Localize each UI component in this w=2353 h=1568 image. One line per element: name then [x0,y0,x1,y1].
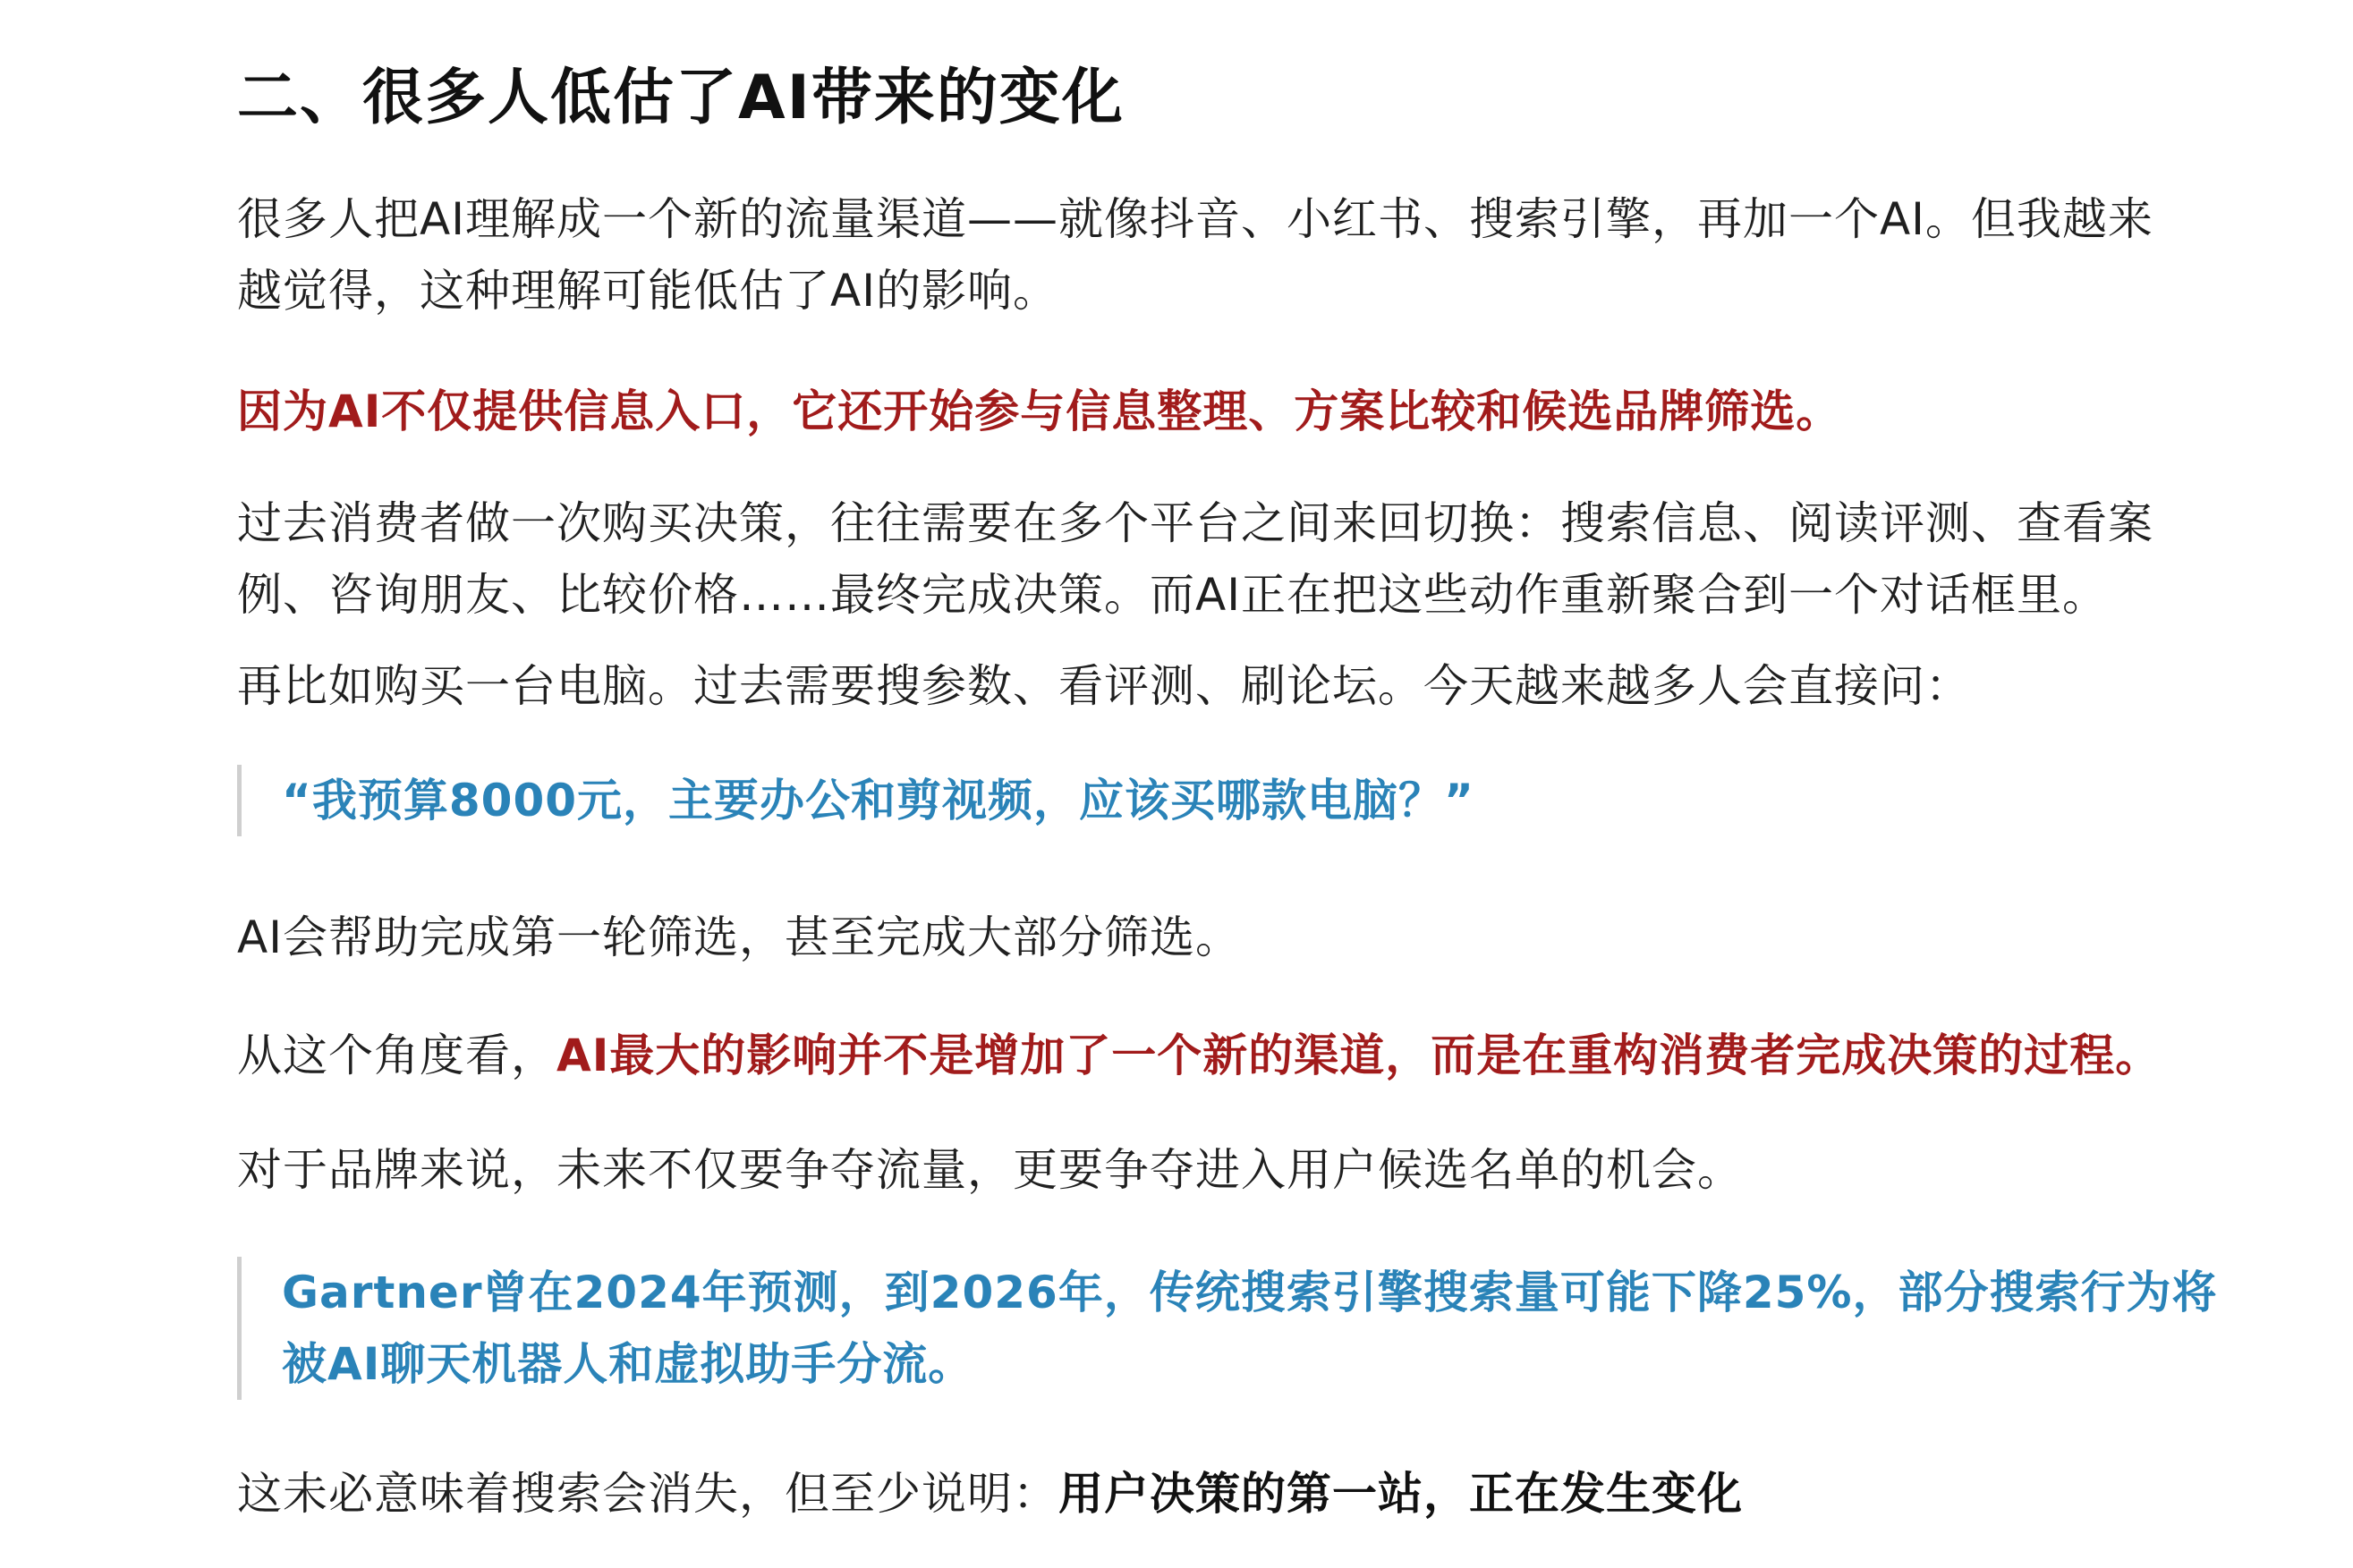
blockquote-gartner-prediction [237,1257,2218,1400]
paragraph-purchase-decision [237,487,2187,722]
quote-line: Gartner曾在2024年预测，到2026年，传统搜索引擎搜索量可能下降25%，部分搜索行为将 [282,1267,2218,1318]
section-heading: 二、很多人低估了AI带来的变化 [237,63,1125,133]
paragraph-perspective [237,1020,2187,1091]
emphasis-paragraph-ai-filtering: 因为AI不仅提供信息入口，它还开始参与信息整理、方案比较和候选品牌筛选。 [237,386,1842,437]
paragraph-prefix: 从这个角度看， [237,1030,556,1081]
blockquote-budget-question: “我预算8000元，主要办公和剪视频，应该买哪款电脑？” [237,765,1474,836]
paragraph-brand-shortlist: 对于品牌来说，未来不仅要争夺流量，更要争夺进入用户候选名单的机会。 [237,1144,1743,1196]
paragraph-search-conclusion [237,1458,2187,1530]
quote-line: 被AI聊天机器人和虚拟助手分流。 [282,1338,974,1390]
paragraph-line: 很多人把AI理解成一个新的流量渠道——就像抖音、小红书、搜索引擎，再加一个AI。但我越来 [237,193,2153,245]
paragraph-line: 例、咨询朋友、比较价格……最终完成决策。而AI正在把这些动作重新聚合到一个对话框里。 [237,569,2108,621]
emphasis-text-restructuring: AI最大的影响并不是增加了一个新的渠道，而是在重构消费者完成决策的过程。 [556,1030,2162,1081]
paragraph-computer-example: 再比如购买一台电脑。过去需要搜参数、看评测、刷论坛。今天越来越多人会直接问： [237,660,1971,712]
bold-text-first-stop: 用户决策的第一站，正在发生变化 [1058,1468,1743,1520]
paragraph-line: 过去消费者做一次购买决策，往往需要在多个平台之间来回切换：搜索信息、阅读评测、查看案 [237,497,2153,549]
paragraph-ai-traffic-channel [237,183,2187,326]
paragraph-line: 越觉得，这种理解可能低估了AI的影响。 [237,265,1058,317]
paragraph-prefix: 这未必意味着搜索会消失，但至少说明： [237,1468,1058,1520]
paragraph-first-round-filter: AI会帮助完成第一轮筛选，甚至完成大部分筛选。 [237,911,1241,963]
